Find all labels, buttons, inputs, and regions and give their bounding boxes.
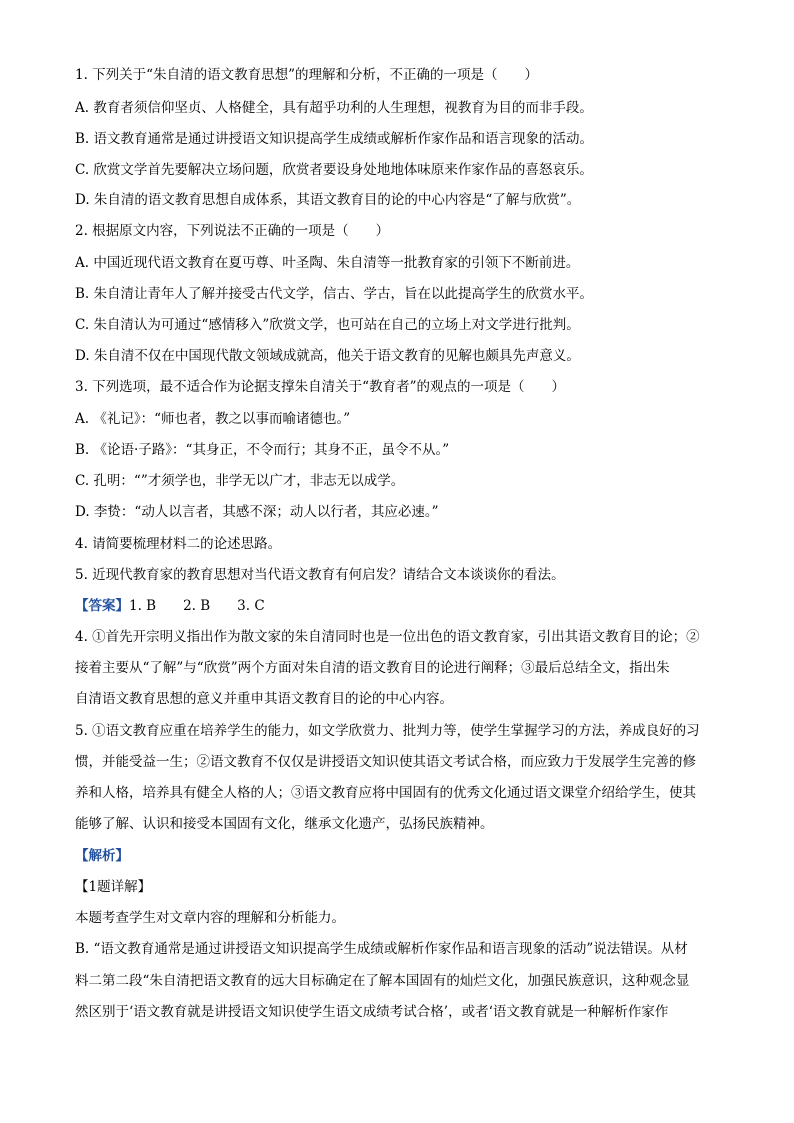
question-1-option-a: A. 教育者须信仰坚贞、人格健全，具有超乎功利的人生理想，视教育为目的而非手段。 (75, 100, 593, 116)
question-1-detail-tag: 【1题详解】 (75, 879, 152, 895)
answer-line (75, 596, 725, 616)
question-3-option-a: A. 《礼记》：“师也者，教之以事而喻诸德也。” (75, 411, 351, 427)
question-5-stem: 5. 近现代教育家的教育思想对当代语文教育有何启发？请结合文本谈谈你的看法。 (75, 567, 565, 583)
analysis-line-4: 然区别于‘语文教育就是讲授语文知识使学生语文成绩考试合格’，或者‘语文教育就是一种解析作家作 (75, 1004, 669, 1020)
question-2-option-d: D. 朱自清不仅在中国现代散文领域成就高，他关于语文教育的见解也颇具先声意义。 (75, 348, 580, 364)
answer-tag: 【答案】 (75, 598, 129, 614)
analysis-line-3: 料二第二段“朱自清把语文教育的远大目标确定在了解本国固有的灿烂文化，加强民族意识，这种观念显 (75, 973, 690, 989)
question-2-option-a: A. 中国近现代语文教育在夏丏尊、叶圣陶、朱自清等一批教育家的引领下不断前进。 (75, 255, 580, 271)
answer-4-line-1: 4. ①首先开宗明义指出作为散文家的朱自清同时也是一位出色的语文教育家，引出其语文教育目的论；② (75, 629, 700, 645)
question-1-option-c: C. 欣赏文学首先要解决立场问题，欣赏者要设身处地地体味原来作家作品的喜怒哀乐。 (75, 162, 593, 178)
question-1-stem: 1. 下列关于“朱自清的语文教育思想”的理解和分析，不正确的一项是（ ） (75, 67, 538, 83)
question-3-option-b: B. 《论语·子路》：“其身正，不令而行；其身不正，虽令不从。” (75, 442, 450, 458)
question-2-option-b: B. 朱自清让青年人了解并接受古代文学，信古、学古，旨在以此提高学生的欣赏水平。 (75, 286, 594, 302)
question-3-option-c: C. 孔明：“”才须学也，非学无以广才，非志无以成学。 (75, 473, 405, 489)
answer-5-line-3: 养和人格，培养具有健全人格的人；③语文教育应将中国固有的优秀文化通过语文课堂介绍给学生，使其 (75, 785, 696, 801)
analysis-line-1: 本题考查学生对文章内容的理解和分析能力。 (75, 910, 345, 926)
choice-answers: 1. B 2. B 3. C (129, 598, 265, 614)
analysis-line-2: B. “语文教育通常是通过讲授语文知识提高学生成绩或解析作家作品和语言现象的活动”说法错误。从材 (75, 941, 688, 957)
question-1-option-b: B. 语文教育通常是通过讲授语文知识提高学生成绩或解析作家作品和语言现象的活动。 (75, 131, 594, 147)
answer-4-line-2: 接着主要从“了解”与“欣赏”两个方面对朱自清的语文教育目的论进行阐释；③最后总结全文，指出朱 (75, 660, 670, 676)
question-2-option-c: C. 朱自清认为可通过“感情移入”欣赏文学，也可站在自己的立场上对文学进行批判。 (75, 317, 580, 333)
answer-4-line-3: 自清语文教育思想的意义并重申其语文教育目的论的中心内容。 (75, 691, 453, 707)
question-3-option-d: D. 李贽：“动人以言者，其感不深；动人以行者，其应必速。” (75, 504, 439, 520)
question-1-option-d: D. 朱自清的语文教育思想自成体系，其语文教育目的论的中心内容是“了解与欣赏”。 (75, 192, 581, 208)
answer-5-line-4: 能够了解、认识和接受本国固有文化，继承文化遗产，弘扬民族精神。 (75, 816, 494, 832)
analysis-tag: 【解析】 (75, 848, 129, 864)
answer-5-line-1: 5. ①语文教育应重在培养学生的能力，如文学欣赏力、批判力等，使学生掌握学习的方法，养成良好的习 (75, 723, 700, 739)
question-4-stem: 4. 请简要梳理材料二的论述思路。 (75, 536, 282, 552)
question-2-stem: 2. 根据原文内容，下列说法不正确的一项是（ ） (75, 223, 390, 239)
answer-5-line-2: 惯，并能受益一生；②语文教育不仅仅是讲授语文知识使其语文考试合格，而应致力于发展学生完善的修 (75, 754, 696, 770)
question-3-stem: 3. 下列选项，最不适合作为论据支撑朱自清关于“教育者”的观点的一项是（ ） (75, 379, 565, 395)
